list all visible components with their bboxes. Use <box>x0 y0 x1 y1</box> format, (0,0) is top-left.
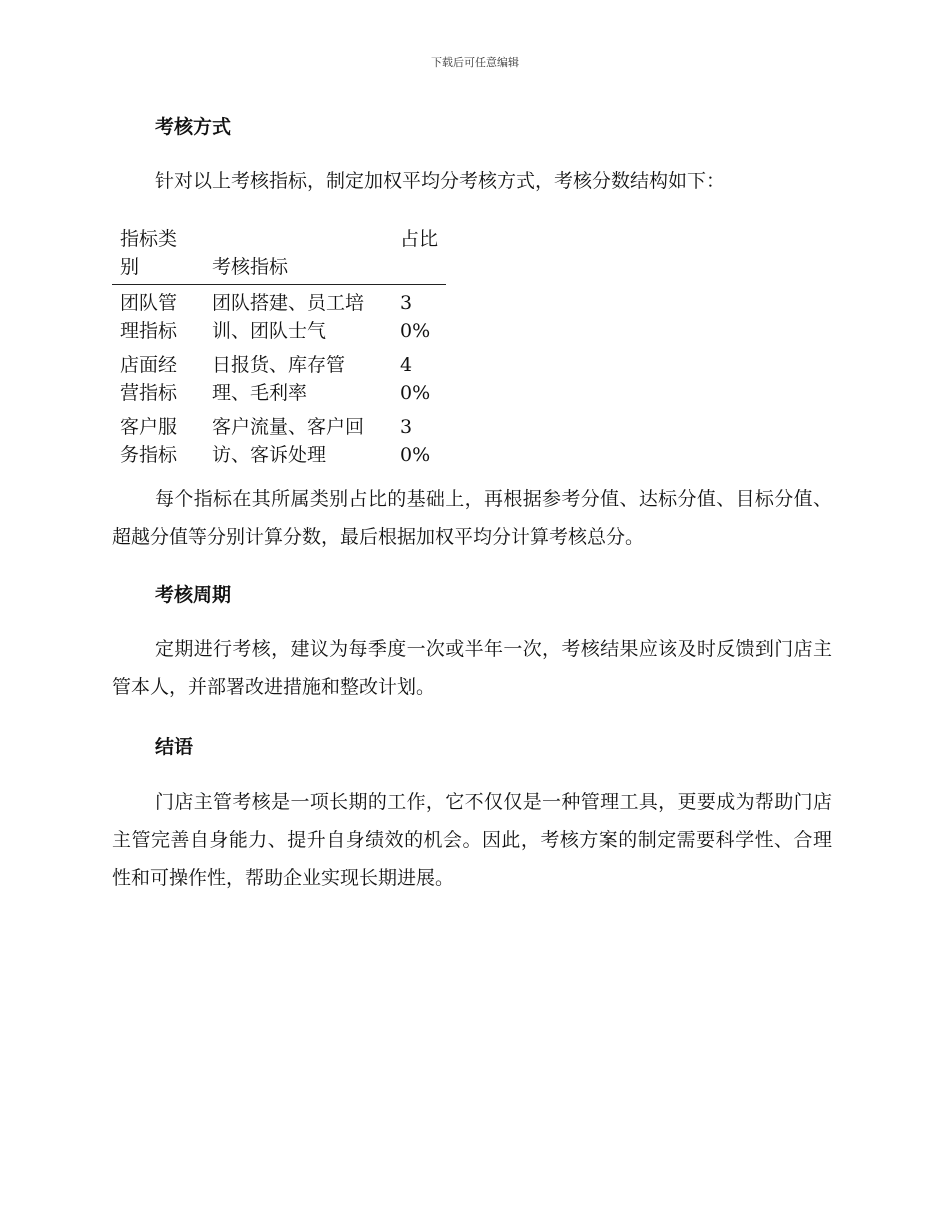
table-row <box>112 289 446 345</box>
table-cell-indicator: 客户流量、客户回访、客诉处理 <box>212 416 365 466</box>
cycle-text: 定期进行考核，建议为每季度一次或半年一次，考核结果应该及时反馈到门店主管本人，并部署改进措施和整改计划。 <box>112 638 832 698</box>
method-explanation: 每个指标在其所属类别占比的基础上，再根据参考分值、达标分值、目标分值、超越分值等分别计算分数，最后根据加权平均分计算考核总分。 <box>112 488 832 548</box>
table-header-row <box>112 225 446 285</box>
conclusion-text: 门店主管考核是一项长期的工作，它不仅仅是一种管理工具，更要成为帮助门店主管完善自身能力、提升自身绩效的机会。因此，考核方案的制定需要科学性、合理性和可操作性，帮助企业实现长期进展。 <box>112 791 832 889</box>
table-cell-ratio: 30% <box>400 292 431 342</box>
heading-method: 考核方式 <box>155 116 232 138</box>
table-header-indicator: 考核指标 <box>212 256 289 278</box>
table-cell-ratio: 40% <box>400 354 431 404</box>
table-cell-category: 客户服务指标 <box>120 416 178 466</box>
table-row <box>112 413 446 469</box>
page-header: 下载后可任意编辑 <box>431 56 519 69</box>
table-cell-category: 店面经营指标 <box>120 354 178 404</box>
table-cell-indicator: 日报货、库存管理、毛利率 <box>212 354 346 404</box>
score-structure-table <box>112 225 446 475</box>
heading-cycle: 考核周期 <box>155 584 232 606</box>
table-header-category: 指标类别 <box>120 228 178 278</box>
table-row <box>112 351 446 407</box>
method-intro: 针对以上考核指标，制定加权平均分考核方式，考核分数结构如下： <box>155 170 726 192</box>
table-header-ratio: 占比 <box>400 228 439 250</box>
table-cell-ratio: 30% <box>400 416 431 466</box>
table-cell-category: 团队管理指标 <box>120 292 178 342</box>
heading-conclusion: 结语 <box>155 736 194 758</box>
table-cell-indicator: 团队搭建、员工培训、团队士气 <box>212 292 365 342</box>
